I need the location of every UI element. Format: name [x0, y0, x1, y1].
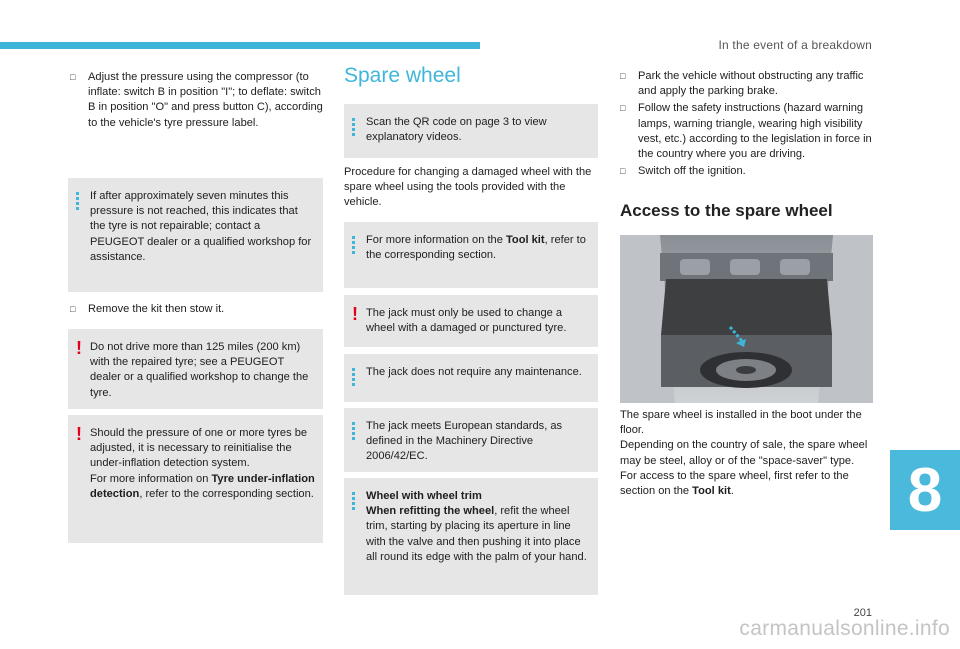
info-text-part: , refit the wheel trim, starting by placing its aperture in line with the valve and then pushing it into place all round its edge with the palm of your hand. — [366, 505, 587, 563]
section-title: In the event of a breakdown — [718, 38, 872, 52]
spare-wheel-title: Spare wheel — [344, 64, 461, 87]
access-text — [620, 408, 875, 499]
info-box-qr — [344, 104, 598, 158]
warning-text-part: Should the pressure of one or more tyres be adjusted, it is necessary to reinitialise the under-inflation detection system. — [90, 427, 308, 470]
warning-text-part: For more information on — [90, 472, 212, 485]
warning-box-reinitialise — [68, 415, 323, 543]
info-icon — [352, 368, 355, 386]
bullet-text: Remove the kit then stow it. — [88, 303, 225, 315]
info-box-tool-kit — [344, 222, 598, 288]
bullet-text: Park the vehicle without obstructing any traffic and apply the parking brake. — [638, 70, 864, 98]
info-box-maintenance — [344, 354, 598, 402]
checkbox-bullet-icon: □ — [70, 72, 76, 82]
bullet-ignition — [620, 164, 875, 179]
info-box-pressure — [68, 178, 323, 292]
checkbox-bullet-icon: □ — [620, 166, 626, 177]
bullet-item — [70, 302, 325, 317]
info-box-standards — [344, 408, 598, 472]
bullet-text: Follow the safety instructions (hazard warning lamps, warning triangle, wearing high visibility vest, etc.) according to the legislation in force in the country where you are driving. — [638, 102, 872, 161]
info-icon — [352, 118, 355, 136]
column-3-bullets — [620, 69, 875, 181]
paragraph-access — [620, 469, 875, 499]
paragraph-part: . — [730, 485, 734, 498]
paragraph-boot-floor: The spare wheel is installed in the boot under the floor. — [620, 409, 862, 437]
info-icon — [352, 422, 355, 440]
header-accent-bar — [0, 42, 480, 49]
warning-icon: ! — [76, 424, 82, 444]
paragraph-part: For access to the spare wheel, first refer to the section on the — [620, 469, 849, 498]
bullet-safety — [620, 101, 875, 162]
checkbox-bullet-icon: □ — [70, 304, 76, 314]
info-text — [366, 489, 590, 565]
info-text — [366, 233, 590, 263]
info-icon — [352, 236, 355, 254]
info-text: The jack does not require any maintenance. — [366, 366, 582, 378]
boot-spare-wheel-image — [620, 235, 873, 403]
bullet-adjust-pressure — [70, 70, 325, 131]
warning-icon: ! — [352, 304, 358, 324]
bullet-text: Adjust the pressure using the compressor (to inflate: switch B in position "I"; to deflate: switch B in position "O" and press button C), according to the vehicle's tyre pressure label. — [88, 71, 323, 129]
info-text: Scan the QR code on page 3 to view explanatory videos. — [366, 116, 547, 144]
page-number: 201 — [853, 607, 872, 619]
info-icon — [76, 192, 79, 210]
tool-kit-ref: Tool kit — [692, 485, 731, 498]
info-icon — [352, 492, 355, 510]
warning-text-part: , refer to the corresponding section. — [139, 487, 314, 500]
info-box-wheel-trim — [344, 478, 598, 595]
info-text: If after approximately seven minutes this pressure is not reached, this indicates that the tyre is not repairable; contact a PEUGEOT dealer or a qualified workshop for assistance. — [90, 190, 312, 263]
info-text-part: , refer to the corresponding section. — [366, 234, 586, 262]
access-spare-wheel-heading: Access to the spare wheel — [620, 201, 833, 220]
info-text: The jack meets European standards, as defined in the Machinery Directive 2006/42/EC. — [366, 420, 563, 463]
info-text-part: For more information on the — [366, 234, 506, 246]
wheel-trim-title: Wheel with wheel trim — [366, 490, 482, 502]
watermark: carmanualsonline.info — [739, 617, 950, 640]
warning-box-jack-use — [344, 295, 598, 347]
procedure-text: Procedure for changing a damaged wheel with the spare wheel using the tools provided with the vehicle. — [344, 166, 592, 209]
checkbox-bullet-icon: □ — [620, 71, 626, 81]
bullet-park — [620, 69, 875, 99]
tool-kit-ref: Tool kit — [505, 234, 545, 246]
link-tyre-underinflation: Tyre under-inflation detection — [90, 472, 315, 500]
warning-text: Do not drive more than 125 miles (200 km) with the repaired tyre; see a PEUGEOT dealer or a qualified workshop to change the tyre. — [90, 341, 309, 399]
warning-text: The jack must only be used to change a wheel with a damaged or punctured tyre. — [366, 307, 567, 335]
wheel-trim-emph: When refitting the wheel — [366, 505, 495, 518]
column-1 — [70, 70, 325, 133]
paragraph-wheel-type: Depending on the country of sale, the spare wheel may be steel, alloy or of the "space-saver" type. — [620, 439, 868, 467]
warning-box-drive-limit — [68, 329, 323, 409]
bullet-text: Switch off the ignition. — [638, 165, 746, 178]
chapter-tab: 8 — [890, 450, 960, 530]
warning-text — [90, 426, 315, 502]
warning-icon: ! — [76, 338, 82, 358]
bullet-remove-kit — [70, 302, 325, 319]
checkbox-bullet-icon: □ — [620, 103, 626, 114]
